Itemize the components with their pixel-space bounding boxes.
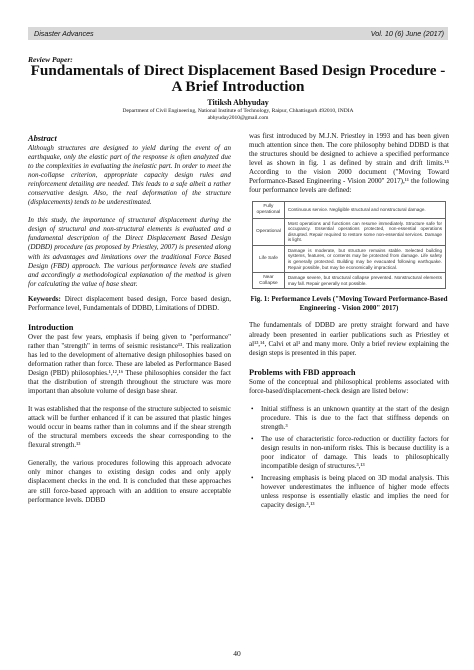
page-number: 40 xyxy=(233,649,241,658)
keywords-label: Keywords: xyxy=(28,294,61,303)
figure-caption: Fig. 1: Performance Levels ("Moving Toward Performance-Based Engineering - Vision 2000" 2017) xyxy=(250,295,448,312)
left-column xyxy=(28,133,231,505)
keywords-text: Direct displacement based design, Force based design, Performance level, Fundamentals of DDBD, Limitations of DDBD. xyxy=(28,294,231,312)
performance-levels-figure xyxy=(252,201,446,289)
affiliation-text: Department of Civil Engineering, National Institute of Technology, Raipur, Chhattisgarh 492010, INDIA xyxy=(122,108,354,114)
keywords xyxy=(28,295,231,313)
intro-paragraph-1: Over the past few years, emphasis if being given to "performance" rather than "strength" in terms of seismic resistance¹³. This realization has led to the development of alternative design philosophies based on deformation rather than force. These are labeled as Performance Based Design (PBD) philosophies.¹,¹²,¹⁶ These philosophies consider the fact that the distribution of strength throughout the structure was more important than absolute volume of design base shear. xyxy=(28,332,231,396)
level-description: Continuous service. Negligible structural and nonstructural damage. xyxy=(284,202,445,218)
ddbd-paragraph: was first introduced by M.J.N. Priestley in 1993 and has been given much attention since then. The core philosophy behind DDBD is that the structures should be designed to achieve a specified performance level as shown in fig. 1 as defined by strain and drift limits.¹⁵ According to the vision 2000 document ("Moving Toward Performance-Based Engineering - Vision 2000" 2017),¹¹ the following four performance levels are defined: xyxy=(249,132,449,195)
table-row xyxy=(253,273,446,289)
list-item: • The use of characteristic force-reduction or ductility factors for design results in non-uniform risks. This is because ductility is a poor indicator of damage. This leads to philosophically incompatible design of structures.³,¹³ xyxy=(261,435,449,471)
problems-list xyxy=(249,405,449,511)
level-description: Damage severe, but structural collapse prevented. Nonstructural elements may fall. Repair generally not possible. xyxy=(284,273,445,289)
table-row xyxy=(253,245,446,272)
journal-name: Disaster Advances xyxy=(34,29,94,38)
paper-title: Fundamentals of Direct Displacement Based Design Procedure - A Brief Introduction xyxy=(30,62,446,95)
list-item: • Initial stiffness is an unknown quantity at the start of the design procedure. This is due to the fact that stiffness depends on strength.³ xyxy=(261,405,449,432)
problems-heading: Problems with FBD approach xyxy=(249,367,356,377)
table-row xyxy=(253,202,446,218)
level-description: Damage is moderate, but structure remains stable. Selected building systems, features, or contents may be protected from damage. Life safety is generally protected. Building may be evacuated following earthquake. Repair possible, but may be economically impractical. xyxy=(284,245,445,272)
right-column xyxy=(249,132,449,513)
abstract-heading: Abstract xyxy=(28,134,57,143)
journal-header-bar xyxy=(28,27,448,40)
level-name: Fully operational xyxy=(253,202,285,218)
author-email: abhyuday2010@gmail.com xyxy=(207,115,269,121)
introduction-heading: Introduction xyxy=(28,322,74,332)
intro-paragraph-2: It was established that the response of the structure subjected to seismic attack will be further enhanced if it can be assured that plastic hinges would occur in beams rather than in columns and if the shear strength of the structural members exceeds the shear corresponding to the flexural strength.¹³ xyxy=(28,405,231,450)
problems-intro: Some of the conceptual and philosophical problems associated with force-based/displacement-check design are listed below: xyxy=(249,377,449,395)
list-item: • Increasing emphasis is being placed on 3D modal analysis. This however underestimates the influence of higher mode effects unless response is essentially elastic and implies the need for capacity design.³,¹³ xyxy=(261,474,449,510)
abstract-paragraph-2: In this study, the importance of structural displacement during the design of structural and non-structural elements is evaluated and a fundamental description of the Direct Displacement Based Design (DDBD) procedure (as proposed by Priestley, 2007) is presented along with its advantages and limitations over the traditional Force Based Design (FBD) approach. The various performance levels are studied and accordingly a methodological explanation of the method is given for calculating the value of base shear. xyxy=(28,216,231,288)
level-name: Operational xyxy=(253,218,285,245)
intro-paragraph-3: Generally, the various procedures following this approach advocate only minor changes to existing design codes and only apply displacement checks in the end. It is concluded that these approaches are still force-based approach with an addition to ensure acceptable performance levels. DDBD xyxy=(28,459,231,504)
author-name: Titiksh Abhyuday xyxy=(207,98,269,107)
author-affiliation xyxy=(28,108,448,122)
abstract-paragraph-1: Although structures are designed to yield during the event of an earthquake, only the elastic part of the response is often analyzed due to the complexities in evaluating the inelastic part. In order to meet the non-collapse criterion, appropriate capacity design rules and reinforcement detailing are needed. This leads to a safe albeit a rather conservative design. Also, the real deformation of the structure (displacements) tends to be underestimated. xyxy=(28,144,231,207)
level-name: Life Safe xyxy=(253,245,285,272)
table-row xyxy=(253,218,446,245)
fundamentals-paragraph: The fundamentals of DDBD are pretty straight forward and have already been presented in earlier publications such as Priestley et al¹³,¹⁴, Calvi et al¹ and many more. Only a brief review explaining the design steps is presented in this paper. xyxy=(249,321,449,357)
review-label: Review Paper: xyxy=(28,55,73,64)
level-name: Near Collapse xyxy=(253,273,285,289)
level-description: Most operations and functions can resume immediately. Structure safe for occupancy. Essential operations protected, non-essential operations disrupted. Repair required to restore some non-essential services. Damage is light. xyxy=(284,218,445,245)
volume-info: Vol. 10 (6) June (2017) xyxy=(370,29,444,38)
